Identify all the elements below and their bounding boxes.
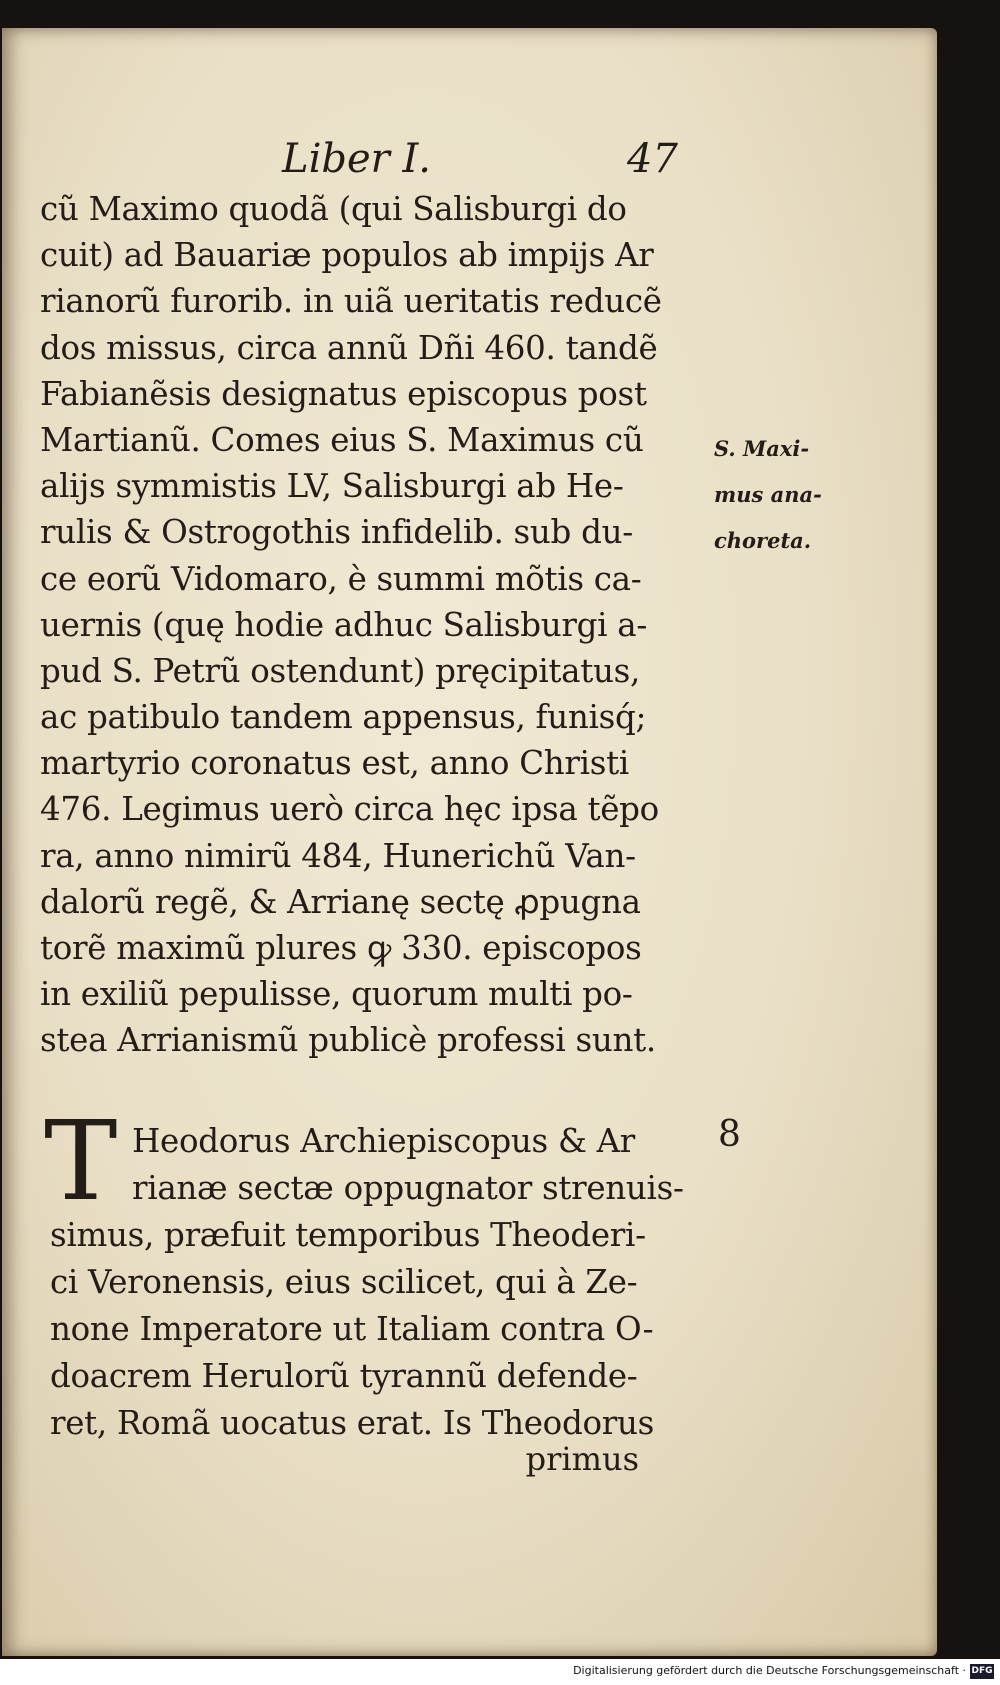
text-line: in exiliũ pepulisse, quorum multi po- (40, 975, 633, 1014)
text-line: simus, præfuit temporibus Theoderi- (50, 1216, 646, 1254)
text-line: pud S. Petrũ ostendunt) pręcipitatus, (40, 651, 641, 690)
text-line: alijs symmistis LV, Salisburgi ab He- (40, 467, 624, 506)
text-line: ra, anno nimirũ 484, Hunerichũ Van- (40, 836, 636, 875)
text-line: rianæ sectæ oppugnator strenuis- (132, 1169, 684, 1207)
text-line: dalorũ regẽ, & Arrianę sectę ꝓpugna (40, 882, 641, 921)
text-line: uernis (quę hodie adhuc Salisburgi a- (40, 605, 648, 644)
text-line: ce eorũ Vidomaro, è summi mõtis ca- (40, 559, 642, 598)
page-header (282, 136, 702, 182)
drop-cap-initial: T (44, 1097, 118, 1225)
text-line: stea Arrianismũ publicè professi sunt. (40, 1021, 656, 1060)
text-line: doacrem Herulorũ tyrannũ defende- (50, 1357, 638, 1395)
digitization-credit: Digitalisierung gefördert durch die Deutsche Forschungsgemeinschaft · (573, 1664, 966, 1677)
text-line: ret, Romã uocatus erat. Is Theodorus (50, 1404, 654, 1442)
text-line: torẽ maximũ plures ꝙ 330. episcopos (40, 929, 642, 967)
running-title: Liber I. (282, 136, 431, 182)
text-line: Martianũ. Comes eius S. Maximus cũ (40, 420, 644, 459)
margin-note-line: choreta. (714, 528, 812, 553)
text-line: dos missus, circa annũ Dñi 460. tandẽ (40, 328, 658, 367)
text-line: martyrio coronatus est, anno Christi (40, 744, 629, 783)
text-line: none Imperatore ut Italiam contra O- (50, 1310, 654, 1348)
text-line: rianorũ furorib. in uiã ueritatis reducẽ (40, 282, 662, 321)
text-line: Fabianẽsis designatus episcopus post (40, 374, 647, 413)
section-number: 8 (718, 1114, 741, 1155)
book-page (2, 28, 937, 1656)
text-line: cũ Maximo quodã (qui Salisburgi do (40, 190, 627, 228)
margin-note-line: mus ana- (714, 482, 822, 507)
catchword: primus (525, 1440, 639, 1478)
margin-note-line: S. Maxi- (714, 436, 810, 461)
dfg-logo: DFG (970, 1664, 994, 1679)
text-line: Heodorus Archiepiscopus & Ar (132, 1122, 636, 1160)
paragraph-2 (50, 1118, 710, 1447)
paragraph-1 (40, 186, 700, 1064)
text-line: ci Veronensis, eius scilicet, qui à Ze- (50, 1263, 638, 1301)
text-line: rulis & Ostrogothis infidelib. sub du- (40, 513, 633, 552)
text-line: cuit) ad Bauariæ populos ab impijs Ar (40, 236, 654, 275)
text-line: 476. Legimus uerò circa hęc ipsa tẽpo (40, 790, 659, 829)
text-line: ac patibulo tandem appensus, funisq́; (40, 698, 647, 737)
margin-note (714, 426, 854, 564)
page-number: 47 (627, 136, 678, 182)
footer-bar (0, 1659, 1000, 1685)
